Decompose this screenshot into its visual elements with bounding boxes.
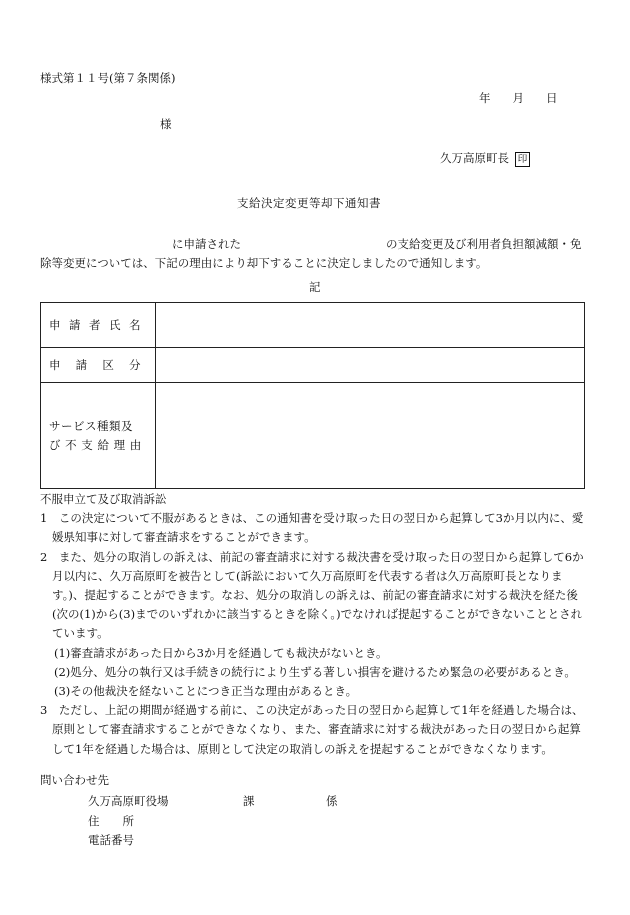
contact-heading: 問い合わせ先 [40, 773, 109, 787]
service-reason-label: サービス種類及 び 不 支 給 理 由 [41, 383, 156, 489]
appeal-heading: 不服申立て及び取消訴訟 [40, 492, 167, 506]
seal-mark: 印 [515, 152, 530, 167]
applicant-name-label: 申 請 者 氏 名 [41, 303, 156, 348]
table-row [41, 383, 585, 489]
appeal-item-3: 3 ただし、上記の期間が経過する前に、この決定があった日の翌日から起算して1年を経過した場合は、原則として審査請求することができなくなり、また、審査請求に対する裁決があった日の翌日から起算して1年を経過した場合は、原則として決定の取消しの訴えを提起することができなくなります。 [40, 703, 584, 756]
appeal-sub-3: (3)その他裁決を経ないことにつき正当な理由があるとき。 [54, 684, 358, 699]
appeal-section [40, 490, 588, 759]
body-line1-part2: の支給変更及び利用者負担額減額・免 [386, 237, 582, 251]
application-type-value[interactable] [156, 348, 585, 383]
service-reason-value[interactable] [156, 383, 585, 489]
application-type-label: 申 請 区 分 [41, 348, 156, 383]
body-line1-part1: に申請された [172, 237, 241, 251]
appeal-sub-1: (1)審査請求があった日から3か月を経過しても裁決がないとき。 [54, 645, 388, 660]
page-title: 支給決定変更等却下通知書 [237, 196, 381, 210]
addressee-suffix: 様 [160, 117, 172, 131]
contact-section: 課 [243, 794, 255, 808]
issuer [440, 150, 530, 167]
contact-office: 久万高原町役場 [88, 794, 169, 808]
contact-address-label: 住 所 [88, 814, 134, 828]
table-row [41, 348, 585, 383]
date-day: 日 [546, 91, 558, 105]
body-line2: 除等変更については、下記の理由により却下することに決定しましたので通知します。 [40, 256, 488, 270]
date-month: 月 [512, 91, 524, 105]
date-year: 年 [479, 91, 491, 105]
ki-mark: 記 [309, 280, 321, 294]
table-row [41, 303, 585, 348]
issuer-name: 久万高原町長 [440, 151, 509, 165]
appeal-item-1: 1 この決定について不服があるときは、この通知書を受け取った日の翌日から起算して3か月以内に、愛媛県知事に対して審査請求をすることができます。 [40, 511, 584, 545]
contact-phone-label: 電話番号 [88, 833, 134, 847]
form-number: 様式第１１号(第７条関係) [40, 71, 176, 85]
date-line [479, 90, 558, 106]
appeal-sub-2: (2)処分、処分の執行又は手続きの続行により生ずる著しい損害を避けるため緊急の必要があるとき。 [54, 664, 576, 679]
appeal-item-2: 2 また、処分の取消しの訴えは、前記の審査請求に対する裁決書を受け取った日の翌日から起算して6か月以内に、久万高原町を被告として(訴訟において久万高原町を代表する者は久万高原町長となります。)、提起することができます。なお、処分の取消しの訴えは、前記の審査請求に対する裁決を経た後(次の(1)から(3)までのいずれかに該当するときを除く。)でなければ提起することができないこととされています。 [40, 549, 584, 641]
application-table [40, 302, 585, 489]
contact-unit: 係 [326, 794, 338, 808]
applicant-name-value[interactable] [156, 303, 585, 348]
